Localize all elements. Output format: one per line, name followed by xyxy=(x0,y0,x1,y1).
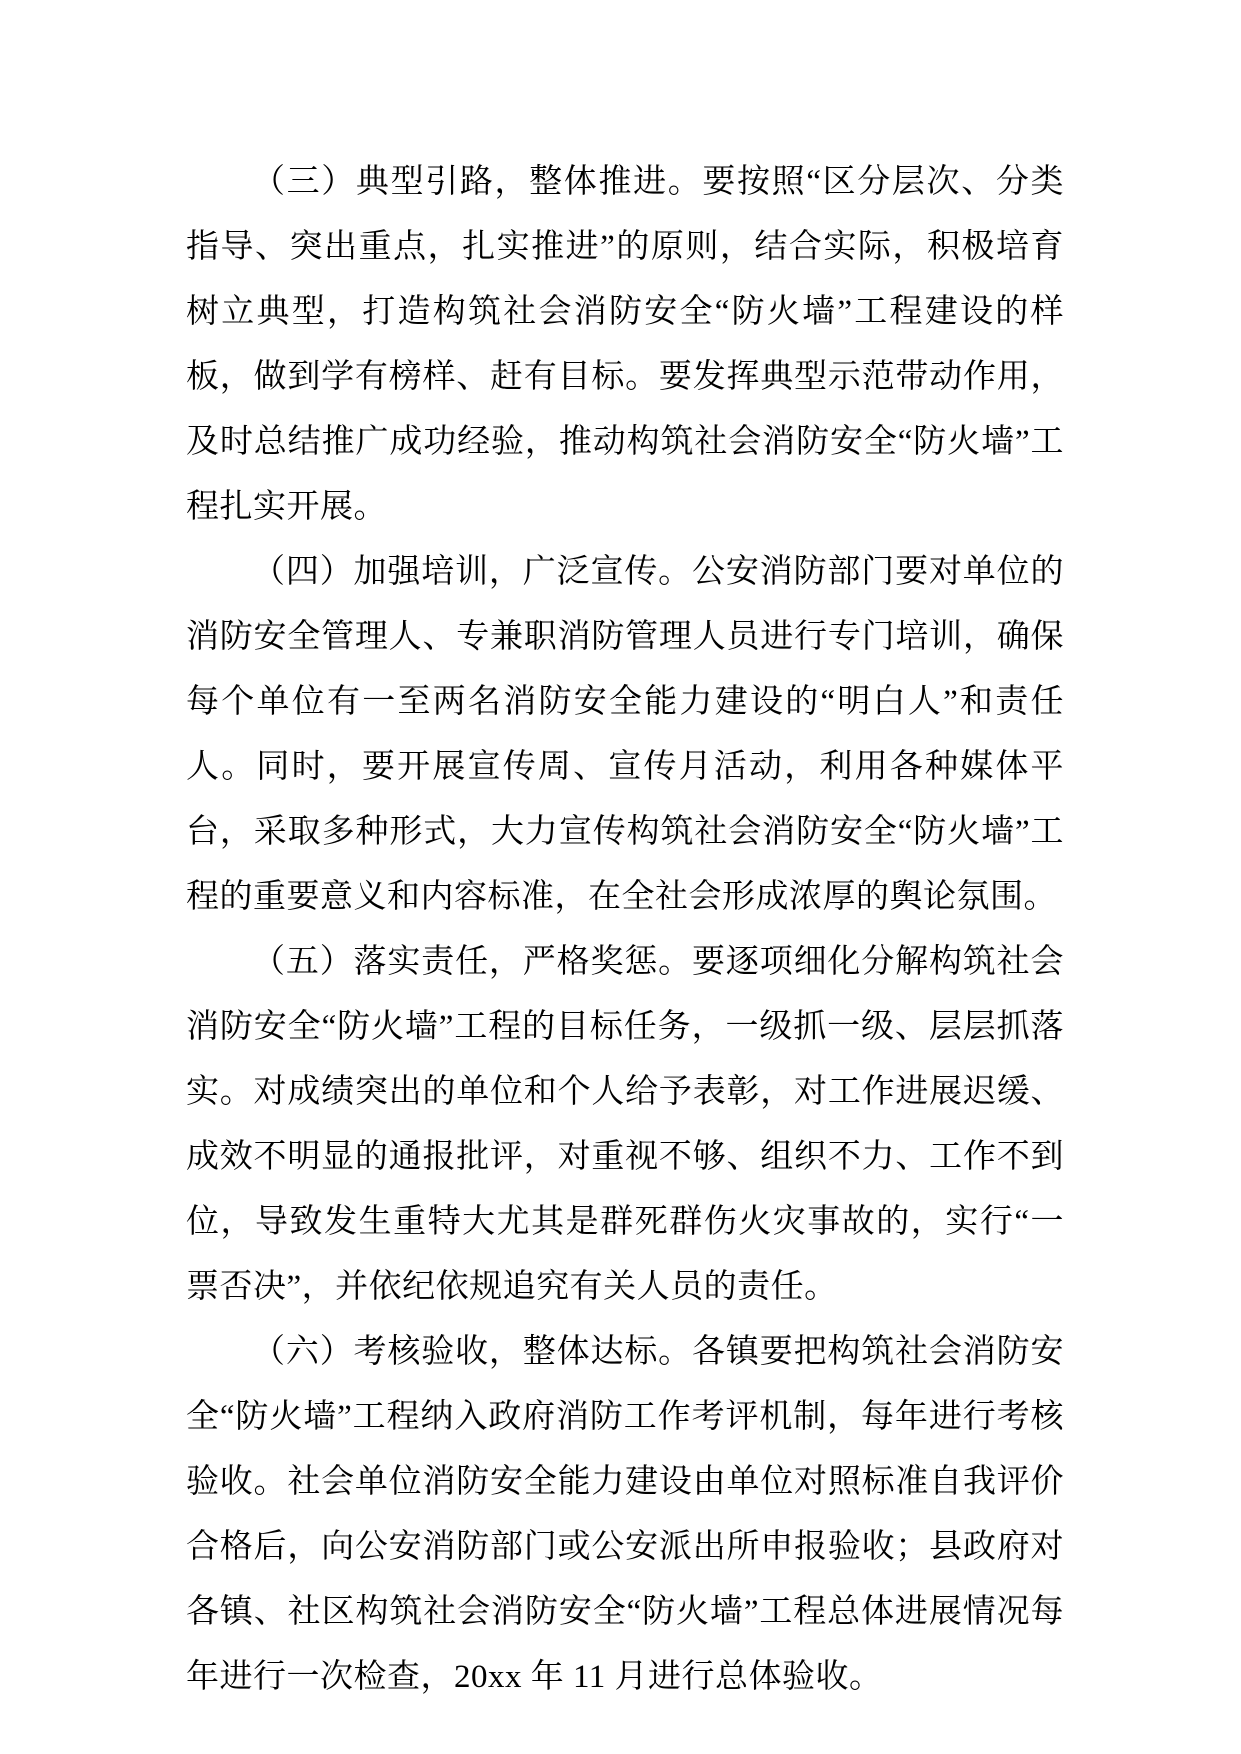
paragraph-item-3: （三）典型引路，整体推进。要按照“区分层次、分类指导、突出重点，扎实推进”的原则，结合实际，积极培育树立典型，打造构筑社会消防安全“防火墙”工程建设的样板，做到学有榜样、赶有目标。要发挥典型示范带动作用，及时总结推广成功经验，推动构筑社会消防安全“防火墙”工程扎实开展。 xyxy=(186,164,1064,525)
paragraph-item-5: （五）落实责任，严格奖惩。要逐项细化分解构筑社会消防安全“防火墙”工程的目标任务，一级抓一级、层层抓落实。对成绩突出的单位和个人给予表彰，对工作进展迟缓、成效不明显的通报批评，对重视不够、组织不力、工作不到位，导致发生重特大尤其是群死群伤火灾事故的，实行“一票否决”，并依纪依规追究有关人员的责任。 xyxy=(186,944,1064,1305)
paragraph-item-4: （四）加强培训，广泛宣传。公安消防部门要对单位的消防安全管理人、专兼职消防管理人员进行专门培训，确保每个单位有一至两名消防安全能力建设的“明白人”和责任人。同时，要开展宣传周、宣传月活动，利用各种媒体平台，采取多种形式，大力宣传构筑社会消防安全“防火墙”工程的重要意义和内容标准，在全社会形成浓厚的舆论氛围。 xyxy=(186,554,1064,915)
paragraph-item-6: （六）考核验收，整体达标。各镇要把构筑社会消防安全“防火墙”工程纳入政府消防工作考评机制，每年进行考核验收。社会单位消防安全能力建设由单位对照标准自我评价合格后，向公安消防部门或公安派出所申报验收；县政府对各镇、社区构筑社会消防安全“防火墙”工程总体进展情况每年进行一次检查，20xx 年 11 月进行总体验收。 xyxy=(186,1334,1064,1695)
document-body xyxy=(186,150,1064,1710)
